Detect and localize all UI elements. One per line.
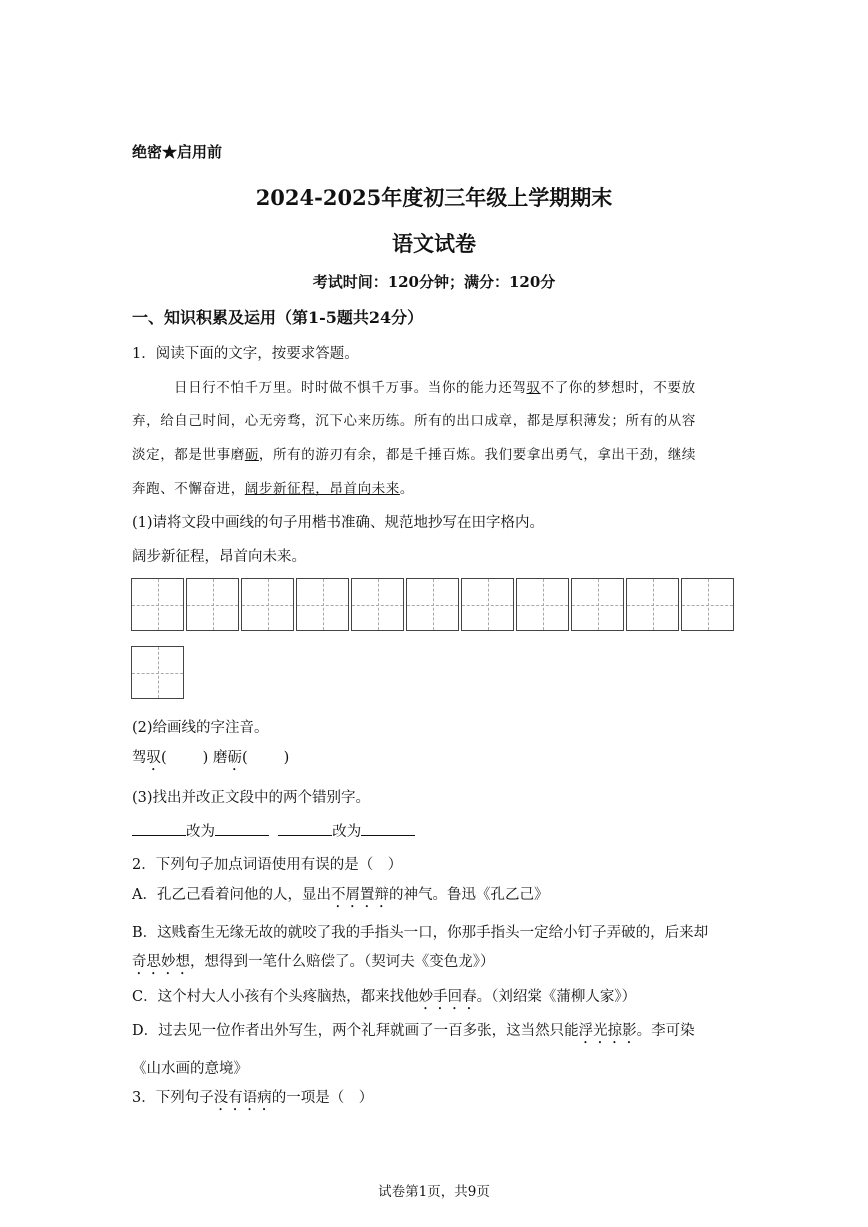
tianzige-grid: [131, 578, 734, 631]
passage-line-3: 淡定，都是世事磨砺，所有的游刃有余，都是千捶百炼。我们要拿出勇气，拿出干劲，继续: [132, 447, 697, 463]
writing-cell[interactable]: [296, 578, 349, 631]
exam-info: 考试时间：120分钟；满分：120分: [312, 273, 556, 291]
q2-option-d-line1: D．过去见一位作者出外写生，两个礼拜就画了一百多张，这当然只能浮光掠影。李可染: [132, 1023, 695, 1039]
q1-sub1: (1)请将文段中画线的句子用楷书准确、规范地抄写在田字格内。: [132, 515, 545, 531]
writing-cell[interactable]: [681, 578, 734, 631]
q1-sub2: (2)给画线的字注音。: [132, 720, 269, 736]
q3-stem: 3．下列句子没有语病的一项是（ ）: [132, 1090, 374, 1106]
q2-stem: 2．下列句子加点词语使用有误的是（ ）: [132, 857, 403, 873]
writing-cell[interactable]: [516, 578, 569, 631]
writing-cell[interactable]: [406, 578, 459, 631]
exam-title: 2024-2025年度初三年级上学期期末: [255, 185, 613, 210]
writing-cell[interactable]: [131, 646, 184, 699]
q1-sub3-blanks: 改为 改为: [132, 820, 415, 841]
writing-cell[interactable]: [131, 578, 184, 631]
blank[interactable]: [215, 821, 269, 836]
q2-option-c: C．这个村大人小孩有个头疼脑热，都来找他妙手回春。（刘绍棠《蒲柳人家》）: [132, 989, 637, 1005]
passage-line-4: 奔跑、不懈奋进，阔步新征程，昂首向未来。: [132, 481, 415, 497]
q1-sub3: (3)找出并改正文段中的两个错别字。: [132, 790, 371, 806]
writing-cell[interactable]: [186, 578, 239, 631]
writing-cell[interactable]: [351, 578, 404, 631]
passage-line-1: 日日行不怕千万里。时时做不惧千万事。当你的能力还驾驭不了你的梦想时，不要放: [174, 380, 696, 396]
blank[interactable]: [361, 821, 415, 836]
writing-cell[interactable]: [571, 578, 624, 631]
page-footer: 试卷第1页，共9页: [378, 1184, 490, 1200]
writing-cell[interactable]: [461, 578, 514, 631]
writing-cell[interactable]: [241, 578, 294, 631]
confidential-label: 绝密★启用前: [132, 143, 223, 161]
q2-option-d-line2: 《山水画的意境》: [132, 1061, 248, 1077]
q2-option-b-line1: B．这贱畜生无缘无故的就咬了我的手指头一口，你那手指头一定给小钉子弄破的，后来却: [132, 925, 709, 941]
q1-sub1-text: 阔步新征程，昂首向未来。: [132, 549, 306, 565]
tianzige-grid-row2: [131, 646, 184, 699]
passage-line-2: 弃，给自己时间，心无旁骛，沉下心来历练。所有的出口成章，都是厚积薄发；所有的从容: [132, 413, 696, 429]
blank[interactable]: [278, 821, 332, 836]
blank[interactable]: [132, 821, 186, 836]
subject-title: 语文试卷: [392, 231, 476, 256]
q1-stem: 1．阅读下面的文字，按要求答题。: [132, 346, 359, 362]
writing-cell[interactable]: [626, 578, 679, 631]
section-heading: 一、知识积累及运用（第1-5题共24分）: [132, 308, 424, 327]
q2-option-a: A．孔乙己看着问他的人，显出不屑置辩的神气。鲁迅《孔乙己》: [132, 887, 549, 903]
q2-option-b-line2: 奇思妙想，想得到一笔什么赔偿了。（契诃夫《变色龙》）: [132, 954, 495, 970]
q1-sub2-answer: 驾驭( ) 磨砺( ): [132, 750, 290, 766]
